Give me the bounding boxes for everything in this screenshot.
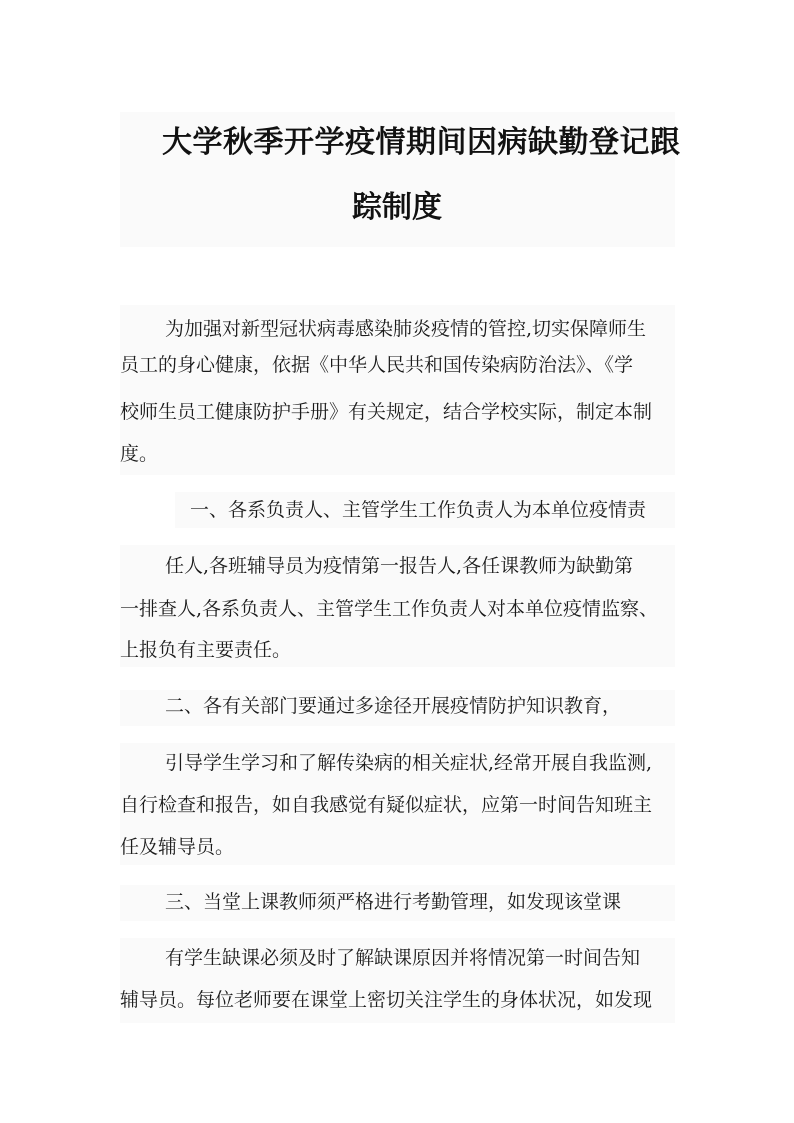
section-heading-2: 二、各有关部门要通过多途径开展疫情防护知识教育，: [165, 695, 622, 717]
document-title-line-2: 踪制度: [352, 190, 442, 225]
paragraph-line: 员工的身心健康，依据《中华人民共和国传染病防治法》、《学: [120, 354, 634, 376]
section-heading-3: 三、当堂上课教师须严格进行考勤管理，如发现该堂课: [165, 891, 622, 913]
paragraph-line: 任及辅导员。: [120, 836, 235, 858]
paragraph-line: 度。: [120, 443, 159, 465]
paragraph-line: 有学生缺课必须及时了解缺课原因并将情况第一时间告知: [165, 947, 641, 969]
paragraph-line: 辅导员。每位老师要在课堂上密切关注学生的身体状况，如发现: [120, 989, 653, 1011]
paragraph-line: 任人,各班辅导员为疫情第一报告人,各任课教师为缺勤第: [165, 555, 634, 577]
paragraph-line: 引导学生学习和了解传染病的相关症状,经常开展自我监测,: [165, 752, 653, 774]
paragraph-line: 上报负有主要责任。: [120, 639, 292, 661]
paragraph-line: 自行检查和报告，如自我感觉有疑似症状，应第一时间告知班主: [120, 794, 653, 816]
paragraph-line: 一排查人,各系负责人、主管学生工作负责人对本单位疫情监察、: [120, 598, 659, 620]
paragraph-line: 为加强对新型冠状病毒感染肺炎疫情的管控,切实保障师生: [165, 318, 647, 340]
section-heading-1: 一、各系负责人、主管学生工作负责人为本单位疫情责: [190, 499, 647, 521]
paragraph-line: 校师生员工健康防护手册》有关规定，结合学校实际，制定本制: [120, 401, 653, 423]
document-title-line-1: 大学秋季开学疫情期间因病缺勤登记跟: [162, 125, 681, 160]
